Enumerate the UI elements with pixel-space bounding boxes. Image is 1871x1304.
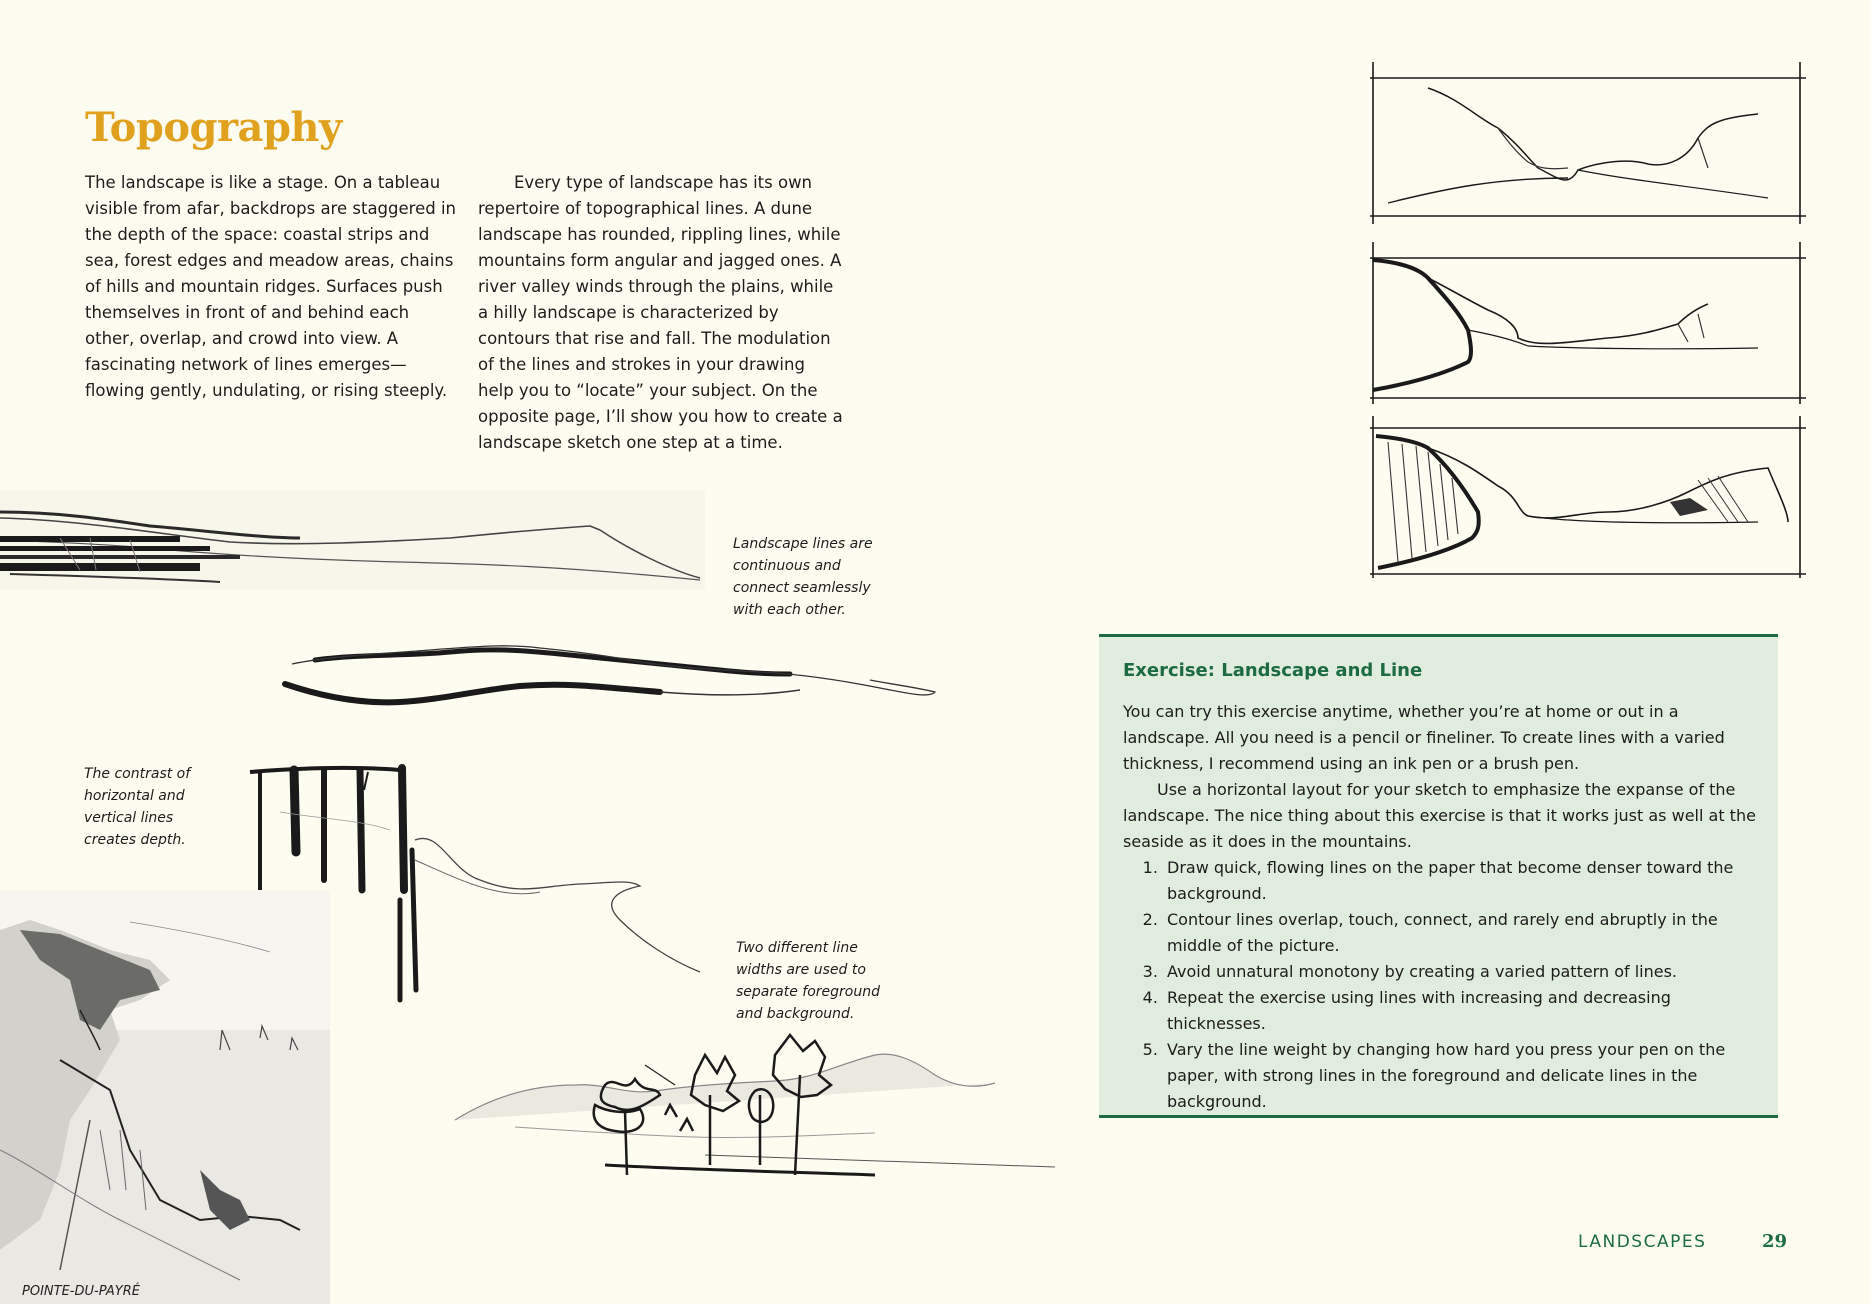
exercise-body (1123, 699, 1763, 1115)
page-title: Topography (85, 104, 342, 151)
exercise-step: 5. Vary the line weight by changing how hard you press your pen on the paper, with strong lines in the foreground and delicate lines in the background. (1163, 1037, 1763, 1115)
page-number: 29 (1762, 1231, 1788, 1252)
exercise-paragraph-1: You can try this exercise anytime, whether you’re at home or out in a landscape. All you need is a pencil or fineliner. To create lines with a varied thickness, I recommend using an ink pen or a brush pen. (1123, 702, 1725, 773)
exercise-step: 4. Repeat the exercise using lines with increasing and decreasing thicknesses. (1163, 985, 1763, 1037)
exercise-step: 3. Avoid unnatural monotony by creating a varied pattern of lines. (1163, 959, 1763, 985)
wavy-lines-sketch (280, 630, 940, 730)
exercise-paragraph-2: Use a horizontal layout for your sketch to emphasize the expanse of the landscape. The nice thing about this exercise is that it works just as well at the seaside as it does in the mountains. (1123, 780, 1756, 851)
cliff-sketch (0, 890, 335, 1304)
caption-two-line-widths: Two different line widths are used to separate foreground and background. (736, 940, 880, 1022)
exercise-box (1099, 634, 1778, 1118)
step-sketch-1 (1368, 58, 1808, 226)
coastline-sketch (0, 490, 710, 600)
running-footer-section: LANDSCAPES (1578, 1232, 1707, 1252)
step-sketch-3 (1368, 412, 1808, 582)
exercise-steps (1123, 855, 1763, 1115)
trees-hills-sketch (455, 1035, 1055, 1195)
exercise-step: 1. Draw quick, flowing lines on the paper that become denser toward the background. (1163, 855, 1763, 907)
exercise-heading: Exercise: Landscape and Line (1123, 660, 1423, 681)
topographical-lines-paragraph: Every type of landscape has its own repertoire of topographical lines. A dune landscape has rounded, rippling lines, while mountains form angular and jagged ones. A river valley winds through the plains, while a hilly landscape is characterized by contours that rise and fall. The modulation of the lines and strokes in your drawing help you to “locate” your subject. On the opposite page, I’ll show you how to create a landscape sketch one step at a time. (478, 173, 843, 452)
caption-continuous-lines: Landscape lines are continuous and connect seamlessly with each other. (733, 536, 873, 618)
step-sketch-2 (1368, 238, 1808, 406)
exercise-step: 2. Contour lines overlap, touch, connect, and rarely end abruptly in the middle of the picture. (1163, 907, 1763, 959)
caption-contrast-lines: The contrast of horizontal and vertical lines creates depth. (84, 766, 191, 848)
intro-paragraph: The landscape is like a stage. On a tableau visible from afar, backdrops are staggered in the depth of the space: coastal strips and sea, forest edges and meadow areas, chains of hills and mountain ridges. Surfaces push themselves in front of and behind each other, overlap, and crowd into view. A fascinating network of lines emerges—flowing gently, undulating, or rising steeply. (85, 173, 456, 400)
sketch-inscription: POINTE-DU-PAYRÉ (22, 1284, 140, 1299)
